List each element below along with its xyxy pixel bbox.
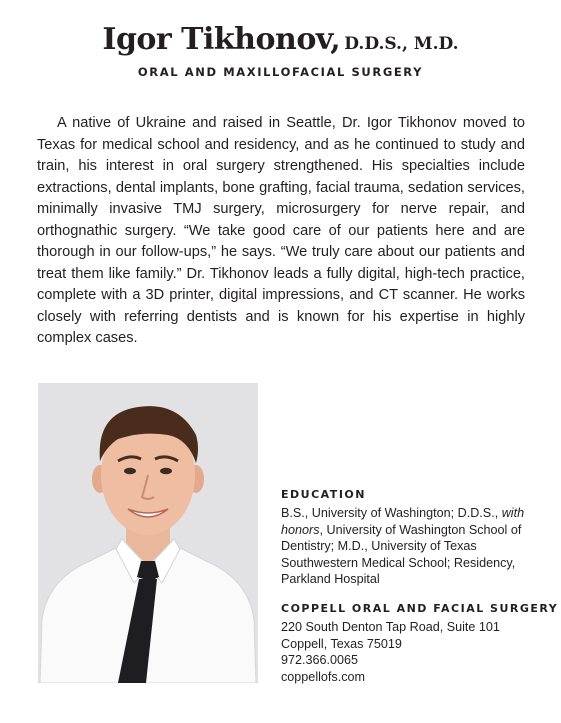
office-website: coppellofs.com (281, 669, 365, 684)
eye-left (124, 468, 136, 474)
doctor-portrait-photo (38, 383, 258, 683)
info-sidebar (281, 487, 559, 685)
office-heading: COPPELL ORAL AND FACIAL SURGERY (281, 601, 559, 615)
doctor-degrees: D.D.S., M.D. (344, 34, 459, 54)
education-text-part1: B.S., University of Washington; D.D.S., (281, 506, 502, 520)
office-address-line1: 220 South Denton Tap Road, Suite 101 (281, 619, 500, 634)
education-text-part2: , University of Washington School of Dentistry; M.D., University of Texas Southwestern Medical School; Residency, Parkland Hospital (281, 522, 522, 587)
education-heading: EDUCATION (281, 488, 366, 501)
eye-right (160, 468, 172, 474)
office-section (281, 601, 559, 685)
education-honors: with honors (281, 506, 525, 537)
doctor-name: Igor Tikhonov, (102, 22, 341, 57)
portrait-illustration (38, 383, 258, 683)
specialty-subtitle: ORAL AND MAXILLOFACIAL SURGERY (137, 65, 424, 79)
office-phone: 972.366.0065 (281, 653, 359, 668)
title-row (0, 22, 561, 57)
office-address-line2: Coppell, Texas 75019 (281, 636, 402, 651)
tie-knot (137, 561, 159, 581)
office-details (281, 619, 541, 685)
bio-paragraph: A native of Ukraine and raised in Seattle, Dr. Igor Tikhonov moved to Texas for medical school and residency, and as he continued to study and train, his interest in oral surgery strengthened. His specialties include extractions, dental implants, bone grafting, facial trauma, sedation services, minimally invasive TMJ surgery, microsurgery for nerve repair, and orthognathic surgery. “We take good care of our patients here and are thorough in our follow-ups,” he says. “We truly care about our patients and treat them like family.” Dr. Tikhonov leads a fully digital, high-tech practice, complete with a 3D printer, digital impressions, and CT scanner. He works closely with referring dentists and is known for his expertise in highly complex cases. (37, 115, 525, 346)
education-text (281, 505, 541, 588)
education-section (281, 487, 541, 588)
